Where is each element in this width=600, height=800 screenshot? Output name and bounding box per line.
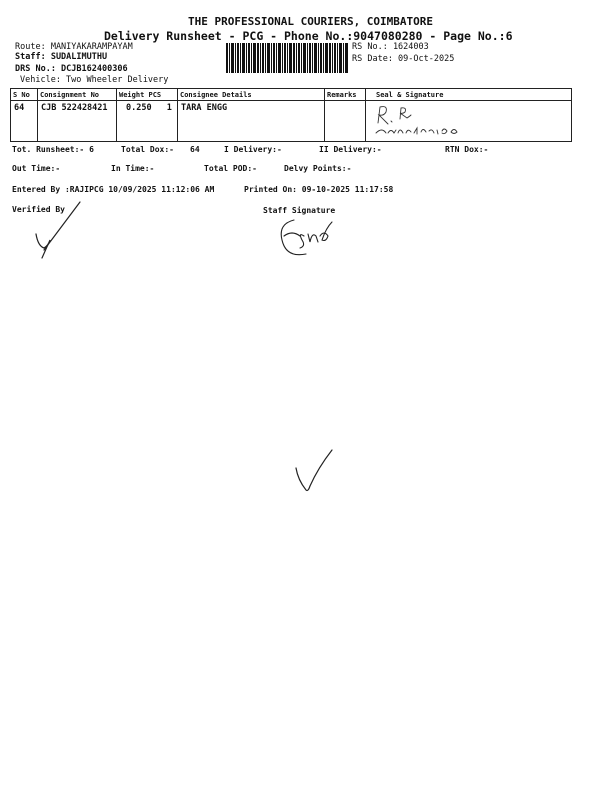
delvy-points: Delvy Points:- xyxy=(284,164,352,173)
rs-number: RS No.: 1624003 xyxy=(352,42,429,52)
entered-by: Entered By :RAJIPCG 10/09/2025 11:12:06 AM xyxy=(12,185,215,194)
cell-remarks xyxy=(325,101,366,142)
drs-number: DRS No.: DCJB162400306 xyxy=(15,64,128,74)
rs-date: RS Date: 09-Oct-2025 xyxy=(352,54,455,64)
staff-signature-label: Staff Signature xyxy=(263,206,336,215)
total-dox-value: 64 xyxy=(190,145,200,154)
barcode-image xyxy=(226,43,348,73)
staff-label: Staff: SUDALIMUTHU xyxy=(15,52,108,62)
runsheet-table xyxy=(10,88,572,142)
cell-consignment: CJB 522428421 xyxy=(38,101,117,142)
col-consignee: Consignee Details xyxy=(178,89,325,101)
company-name: THE PROFESSIONAL COURIERS, COIMBATORE xyxy=(188,15,434,28)
verifier-signature-image xyxy=(28,200,88,260)
table-header-row xyxy=(11,89,572,101)
in-time: In Time:- xyxy=(111,164,155,173)
cell-sno: 64 xyxy=(11,101,38,142)
check-mark-image xyxy=(290,446,340,496)
ii-delivery: II Delivery:- xyxy=(319,145,382,154)
rtn-dox: RTN Dox:- xyxy=(445,145,489,154)
table-row xyxy=(11,101,572,142)
cell-pcs: 1 xyxy=(166,103,172,113)
col-seal-signature: Seal & Signature xyxy=(366,89,572,101)
vehicle-label: Vehicle: Two Wheeler Delivery xyxy=(20,75,169,85)
staff-signature-image xyxy=(276,212,336,262)
col-consignment: Consignment No xyxy=(38,89,117,101)
runsheet-subtitle: Delivery Runsheet - PCG - Phone No.:9047080280 - Page No.:6 xyxy=(104,29,513,43)
out-time: Out Time:- xyxy=(12,164,61,173)
receiver-signature-image xyxy=(374,103,484,137)
cell-weight-pcs xyxy=(117,101,178,142)
verified-by-label: Verified By xyxy=(12,205,65,214)
total-pod: Total POD:- xyxy=(204,164,257,173)
col-weight-pcs: Weight PCS xyxy=(117,89,178,101)
tot-runsheet: Tot. Runsheet:- 6 xyxy=(12,145,94,154)
col-sno: S No xyxy=(11,89,38,101)
cell-weight: 0.250 xyxy=(126,103,152,113)
total-dox-label: Total Dox:- xyxy=(121,145,174,154)
col-remarks: Remarks xyxy=(325,89,366,101)
cell-seal-signature xyxy=(366,101,572,142)
cell-consignee: TARA ENGG xyxy=(178,101,325,142)
route-label: Route: MANIYAKARAMPAYAM xyxy=(15,42,133,52)
i-delivery: I Delivery:- xyxy=(224,145,282,154)
printed-on: Printed On: 09-10-2025 11:17:58 xyxy=(244,185,394,194)
